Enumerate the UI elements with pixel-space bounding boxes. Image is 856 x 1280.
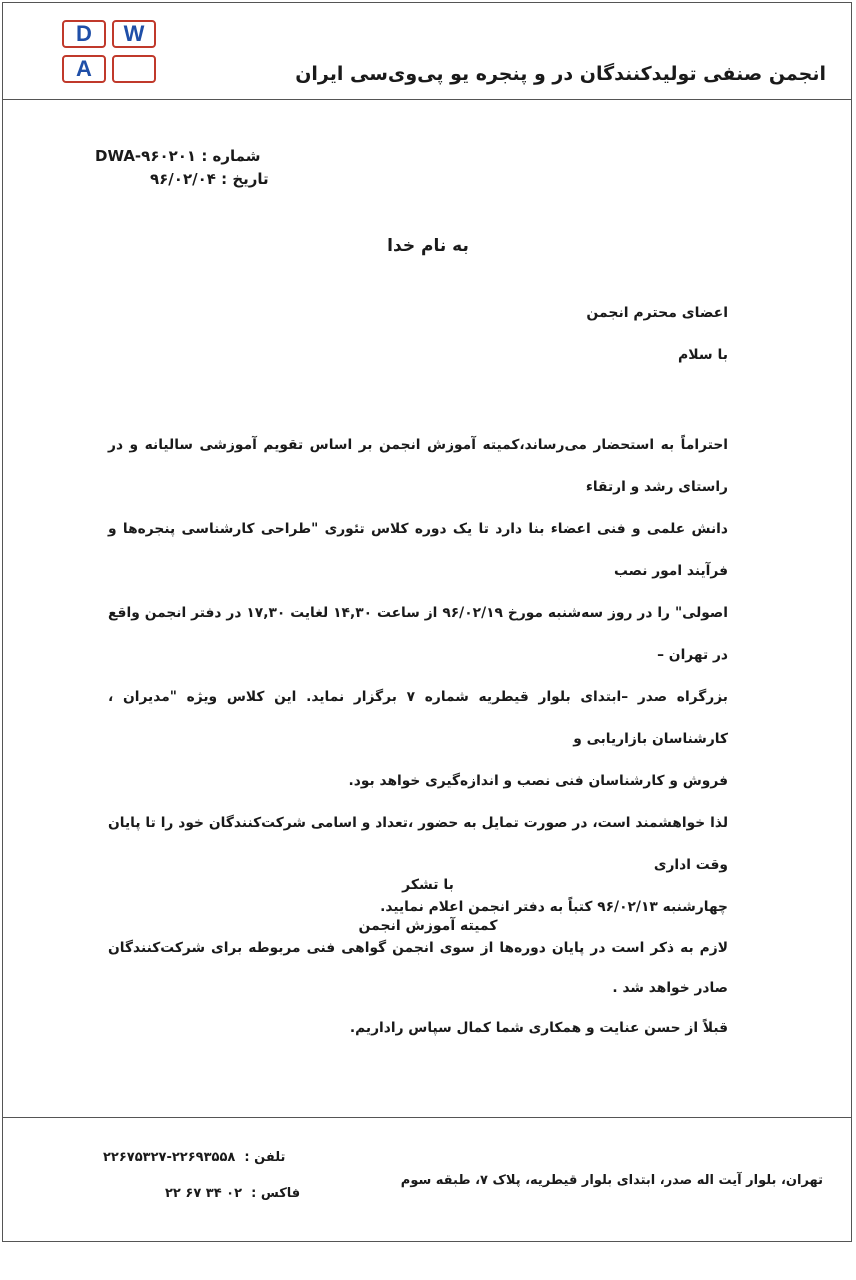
body-line: بزرگراه صدر –ابتدای بلوار قیطریه شماره ۷ برگزار نماید. این کلاس ویژه "مدیران ، کارشناسان بازاریابی و	[108, 689, 728, 747]
body-line: لازم به ذکر است در پایان دوره‌ها از سوی انجمن گواهی فنی مربوطه برای شرکت‌کنندگان صادر خواهد شد .	[108, 940, 728, 996]
logo-cell-a: A	[62, 55, 106, 83]
phone-label: تلفن :	[244, 1150, 286, 1165]
letter-date-label: تاریخ :	[221, 170, 269, 188]
signature: کمیته آموزش انجمن	[358, 918, 498, 934]
body-line: لذا خواهشمند است، در صورت تمایل به حضور ،تعداد و اسامی شرکت‌کنندگان خود را تا پایان وقت اداری	[108, 815, 728, 873]
footer-phone	[103, 1150, 285, 1165]
phone-value: ۲۲۶۷۵۳۲۷-۲۲۶۹۳۵۵۸	[103, 1150, 236, 1165]
footer-address: تهران، بلوار آیت اله صدر، ابتدای بلوار قیطریه، پلاک ۷، طبقه سوم	[400, 1173, 823, 1188]
body-line: اصولی" را در روز سه‌شنبه مورخ ۹۶/۰۲/۱۹ از ساعت ۱۴,۳۰ لغایت ۱۷,۳۰ در دفتر انجمن واقع در تهران –	[108, 605, 728, 663]
greeting: با سلام	[677, 347, 728, 363]
body-line: چهارشنبه ۹۶/۰۲/۱۳ کتباً به دفتر انجمن اعلام نمایید.	[380, 899, 728, 915]
fax-value: ۲۲ ۶۷ ۳۴ ۰۲	[165, 1186, 243, 1201]
letter-body	[108, 424, 728, 1048]
closing-thanks: با تشکر	[402, 877, 454, 893]
letter-number-label: شماره :	[201, 147, 261, 165]
basmala: به نام خدا	[387, 236, 469, 256]
association-title: انجمن صنفی تولیدکنندگان در و پنجره یو پی‌وی‌سی ایران	[295, 63, 826, 85]
logo-cell-w: W	[112, 20, 156, 48]
footer-fax	[165, 1186, 300, 1201]
body-line: دانش علمی و فنی اعضاء بنا دارد تا یک دوره کلاس تئوری "طراحی کارشناسی پنجره‌ها و فرآیند امور نصب	[108, 521, 728, 579]
footer-divider	[2, 1117, 852, 1118]
recipient: اعضای محترم انجمن	[586, 305, 728, 321]
letter-date	[150, 170, 269, 188]
letter-date-value: ۹۶/۰۲/۰۴	[150, 170, 216, 188]
letter-number	[95, 147, 260, 165]
logo-cell-empty	[112, 55, 156, 83]
header-divider	[2, 99, 852, 100]
body-line: فروش و کارشناسان فنی نصب و اندازه‌گیری خواهد بود.	[348, 773, 728, 789]
logo-cell-d: D	[62, 20, 106, 48]
dwa-logo	[62, 20, 160, 86]
fax-label: فاکس :	[251, 1186, 301, 1201]
body-line: قبلاً از حسن عنایت و همکاری شما کمال سپاس راداریم.	[349, 1020, 728, 1036]
letter-number-value: DWA-۹۶۰۲۰۱	[95, 147, 197, 165]
body-line: احتراماً به استحضار می‌رساند،کمیته آموزش انجمن بر اساس تقویم آموزشی سالیانه و در راستای رشد و ارتقاء	[108, 437, 728, 495]
